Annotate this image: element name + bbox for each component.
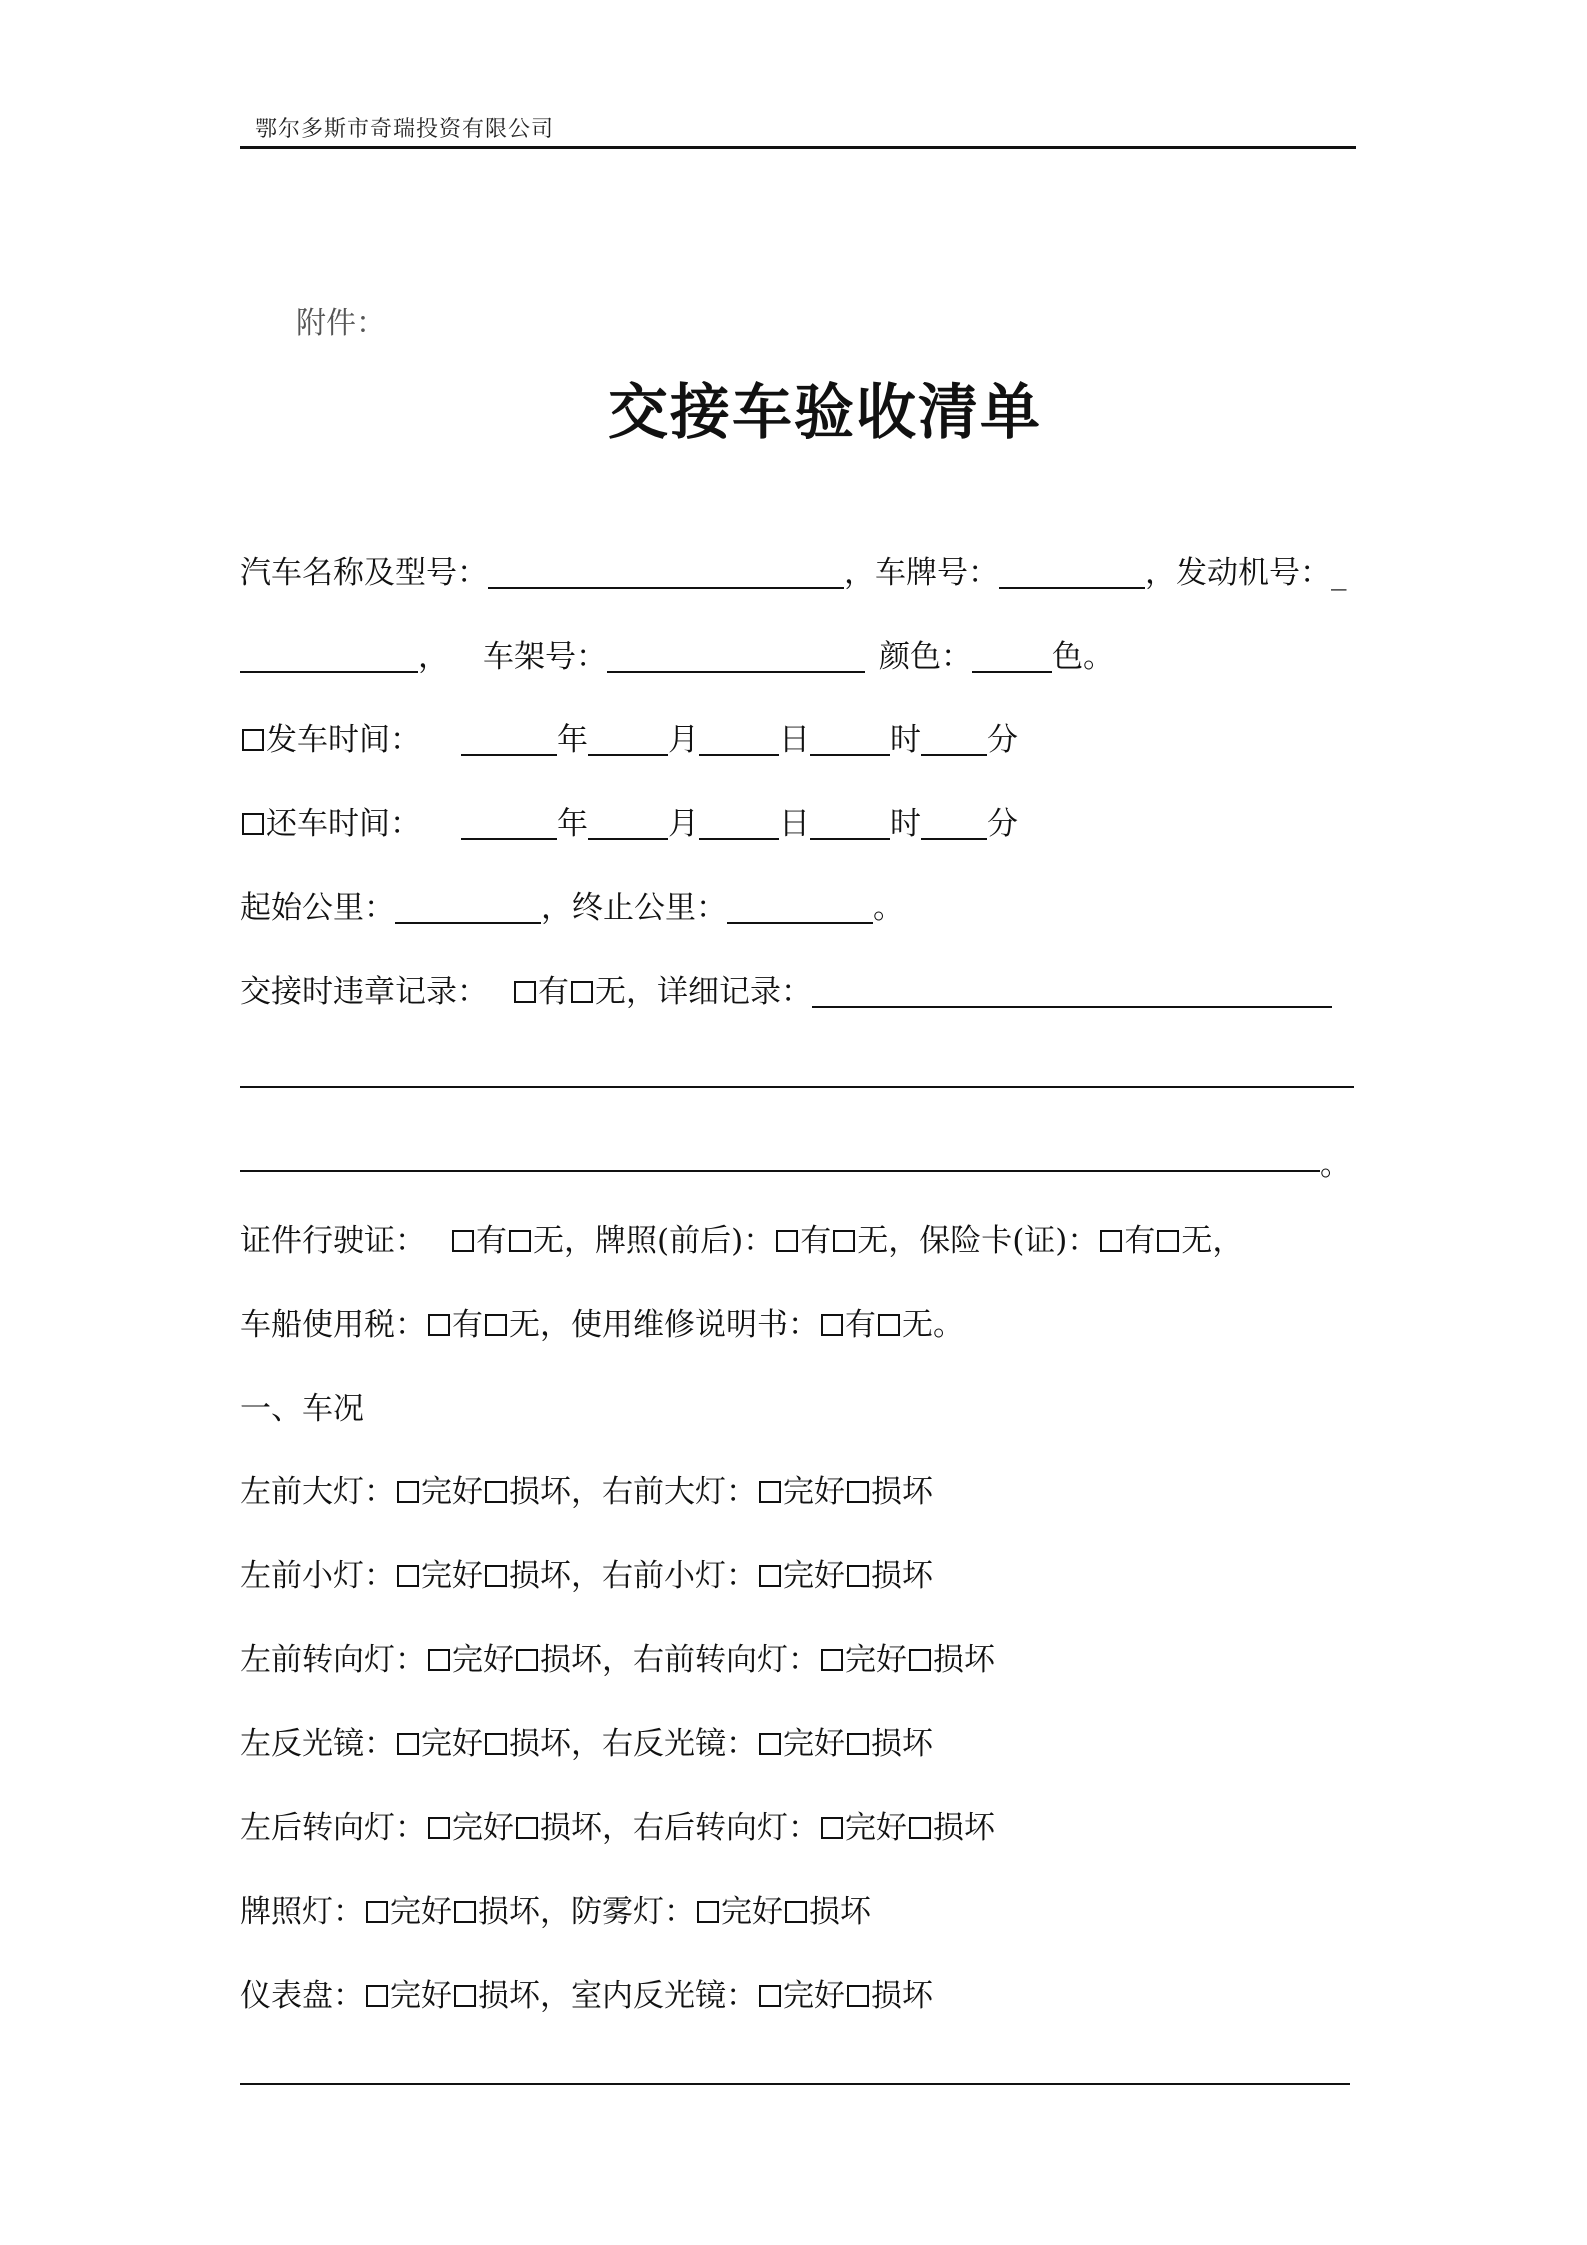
return-minute-field[interactable] — [921, 804, 987, 840]
manual-no-checkbox[interactable] — [878, 1314, 900, 1336]
hour-label: 时 — [890, 806, 921, 842]
month-label: 月 — [668, 722, 699, 758]
year-label: 年 — [557, 722, 588, 758]
plate-label: ，车牌号： — [844, 555, 999, 591]
departure-hour-field[interactable] — [810, 720, 890, 756]
broken-label: 损坏 — [809, 1894, 871, 1930]
right-good-checkbox[interactable] — [821, 1649, 843, 1671]
end-mileage-label: ，终止公里： — [541, 890, 727, 926]
departure-day-field[interactable] — [699, 720, 779, 756]
right-good-checkbox[interactable] — [759, 1481, 781, 1503]
left-good-checkbox[interactable] — [397, 1481, 419, 1503]
footer-rule — [240, 2083, 1350, 2085]
departure-minute-field[interactable] — [921, 720, 987, 756]
documents-row-2 — [240, 1300, 964, 1350]
condition-left-label: 左前转向灯： — [240, 1642, 426, 1678]
engine-label: ，发动机号： — [1145, 555, 1331, 591]
plate-field[interactable] — [999, 553, 1145, 589]
condition-left-label: 牌照灯： — [240, 1894, 364, 1930]
right-good-checkbox[interactable] — [697, 1901, 719, 1923]
right-broken-checkbox[interactable] — [847, 1481, 869, 1503]
color-suffix: 色。 — [1052, 639, 1114, 675]
no-label: 无。 — [902, 1307, 964, 1343]
yes-label: 有 — [800, 1223, 832, 1259]
tax-no-checkbox[interactable] — [485, 1314, 507, 1336]
good-label: 完好 — [783, 1474, 845, 1510]
condition-right-label: ，右前转向灯： — [602, 1642, 819, 1678]
return-hour-field[interactable] — [810, 804, 890, 840]
right-broken-checkbox[interactable] — [847, 1733, 869, 1755]
condition-left-label: 左反光镜： — [240, 1726, 395, 1762]
condition-right-label: ，右前大灯： — [571, 1474, 757, 1510]
broken-label: 损坏 — [540, 1810, 602, 1846]
vehicle-row — [240, 548, 1347, 598]
yes-label: 有 — [476, 1223, 507, 1259]
manual-label: 使用维修说明书： — [571, 1307, 819, 1343]
license-label: 证件行驶证： — [240, 1223, 426, 1259]
right-broken-checkbox[interactable] — [909, 1649, 931, 1671]
condition-row — [240, 1551, 933, 1601]
minute-label: 分 — [987, 722, 1018, 758]
condition-left-label: 仪表盘： — [240, 1978, 364, 2014]
broken-label: 损坏 — [871, 1558, 933, 1594]
violation-row — [240, 967, 1332, 1017]
frame-label: 车架号： — [483, 639, 607, 675]
return-checkbox[interactable] — [242, 813, 264, 835]
condition-right-label: ，右后转向灯： — [602, 1810, 819, 1846]
good-label: 完好 — [421, 1726, 483, 1762]
insurance-no-checkbox[interactable] — [1157, 1230, 1179, 1252]
return-day-field[interactable] — [699, 804, 779, 840]
good-label: 完好 — [452, 1642, 514, 1678]
tax-yes-checkbox[interactable] — [428, 1314, 450, 1336]
good-label: 完好 — [845, 1810, 907, 1846]
condition-row — [240, 1971, 933, 2021]
broken-label: 损坏 — [509, 1726, 571, 1762]
frame-field[interactable] — [607, 637, 865, 673]
good-label: 完好 — [845, 1642, 907, 1678]
departure-label: 发车时间： — [266, 722, 421, 758]
day-label: 日 — [779, 806, 810, 842]
condition-row — [240, 1803, 995, 1853]
left-broken-checkbox[interactable] — [485, 1565, 507, 1587]
violation-detail-field[interactable] — [812, 972, 1332, 1008]
end-mileage-field[interactable] — [727, 888, 873, 924]
engine-tail: _ — [1331, 555, 1347, 591]
company-header: 鄂尔多斯市奇瑞投资有限公司 — [255, 117, 555, 142]
good-label: 完好 — [452, 1810, 514, 1846]
insurance-yes-checkbox[interactable] — [1100, 1230, 1122, 1252]
return-row — [240, 799, 1018, 849]
left-broken-checkbox[interactable] — [454, 1985, 476, 2007]
broken-label: 损坏 — [933, 1810, 995, 1846]
plate-docs-label: 牌照(前后)： — [595, 1223, 775, 1259]
vehicle-name-label: 汽车名称及型号： — [240, 555, 488, 591]
start-mileage-field[interactable] — [395, 888, 541, 924]
right-broken-checkbox[interactable] — [847, 1985, 869, 2007]
condition-left-label: 左前大灯： — [240, 1474, 395, 1510]
manual-yes-checkbox[interactable] — [821, 1314, 843, 1336]
separator: ， — [418, 639, 449, 675]
vehicle-row-2 — [240, 632, 1114, 682]
left-good-checkbox[interactable] — [397, 1733, 419, 1755]
right-good-checkbox[interactable] — [821, 1817, 843, 1839]
start-mileage-label: 起始公里： — [240, 890, 395, 926]
engine-field[interactable] — [240, 637, 418, 673]
yes-label: 有 — [1124, 1223, 1156, 1259]
year-label: 年 — [557, 806, 588, 842]
broken-label: 损坏 — [478, 1978, 540, 2014]
right-broken-checkbox[interactable] — [909, 1817, 931, 1839]
no-label: 无， — [1181, 1223, 1244, 1259]
condition-right-label: ，右反光镜： — [571, 1726, 757, 1762]
good-label: 完好 — [783, 1978, 845, 2014]
broken-label: 损坏 — [871, 1474, 933, 1510]
condition-row — [240, 1635, 995, 1685]
section-heading: 一、车况 — [240, 1391, 364, 1427]
plate-no-checkbox[interactable] — [833, 1230, 855, 1252]
left-broken-checkbox[interactable] — [516, 1817, 538, 1839]
broken-label: 损坏 — [933, 1642, 995, 1678]
condition-right-label: ，防雾灯： — [540, 1894, 695, 1930]
no-label: 无， — [509, 1307, 571, 1343]
hour-label: 时 — [890, 722, 921, 758]
condition-row — [240, 1887, 871, 1937]
broken-label: 损坏 — [871, 1726, 933, 1762]
no-label: 无， — [857, 1223, 920, 1259]
condition-row — [240, 1467, 933, 1517]
condition-right-label: ，右前小灯： — [571, 1558, 757, 1594]
violation-detail-line-2[interactable] — [240, 1086, 1354, 1088]
left-good-checkbox[interactable] — [397, 1565, 419, 1587]
left-broken-checkbox[interactable] — [485, 1733, 507, 1755]
violation-yes-label: 有 — [538, 974, 569, 1010]
day-label: 日 — [779, 722, 810, 758]
yes-label: 有 — [452, 1307, 483, 1343]
left-good-checkbox[interactable] — [428, 1817, 450, 1839]
broken-label: 损坏 — [509, 1558, 571, 1594]
color-label: 颜色： — [879, 639, 972, 675]
violation-detail-line-3[interactable] — [240, 1170, 1320, 1172]
right-good-checkbox[interactable] — [759, 1733, 781, 1755]
insurance-label: 保险卡(证)： — [919, 1223, 1099, 1259]
departure-row — [240, 715, 1018, 765]
end-mileage-suffix: 。 — [873, 890, 904, 926]
mileage-row — [240, 883, 904, 933]
license-yes-checkbox[interactable] — [452, 1230, 474, 1252]
vehicle-name-field[interactable] — [488, 553, 844, 589]
return-label: 还车时间： — [266, 806, 421, 842]
documents-row — [240, 1216, 1243, 1266]
condition-row — [240, 1719, 933, 1769]
departure-checkbox[interactable] — [242, 729, 264, 751]
return-month-field[interactable] — [588, 804, 668, 840]
month-label: 月 — [668, 806, 699, 842]
header-rule — [240, 146, 1356, 149]
left-broken-checkbox[interactable] — [485, 1481, 507, 1503]
right-broken-checkbox[interactable] — [785, 1901, 807, 1923]
condition-left-label: 左后转向灯： — [240, 1810, 426, 1846]
left-good-checkbox[interactable] — [366, 1985, 388, 2007]
right-good-checkbox[interactable] — [759, 1985, 781, 2007]
departure-year-field[interactable] — [461, 720, 557, 756]
good-label: 完好 — [783, 1726, 845, 1762]
departure-month-field[interactable] — [588, 720, 668, 756]
good-label: 完好 — [421, 1474, 483, 1510]
violation-label: 交接时违章记录： — [240, 974, 488, 1010]
good-label: 完好 — [390, 1978, 452, 2014]
good-label: 完好 — [783, 1558, 845, 1594]
return-year-field[interactable] — [461, 804, 557, 840]
broken-label: 损坏 — [478, 1894, 540, 1930]
left-broken-checkbox[interactable] — [454, 1901, 476, 1923]
page-title: 交接车验收清单 — [608, 378, 1042, 448]
good-label: 完好 — [421, 1558, 483, 1594]
license-no-checkbox[interactable] — [509, 1230, 531, 1252]
no-label: 无， — [533, 1223, 595, 1259]
violation-no-checkbox[interactable] — [571, 981, 593, 1003]
violation-yes-checkbox[interactable] — [514, 981, 536, 1003]
plate-yes-checkbox[interactable] — [776, 1230, 798, 1252]
violation-no-label: 无，详细记录： — [595, 974, 812, 1010]
violation-end-mark: 。 — [1320, 1147, 1351, 1183]
good-label: 完好 — [721, 1894, 783, 1930]
tax-label: 车船使用税： — [240, 1307, 426, 1343]
attachment-label: 附件： — [296, 306, 386, 341]
condition-left-label: 左前小灯： — [240, 1558, 395, 1594]
minute-label: 分 — [987, 806, 1018, 842]
good-label: 完好 — [390, 1894, 452, 1930]
right-broken-checkbox[interactable] — [847, 1565, 869, 1587]
yes-label: 有 — [845, 1307, 876, 1343]
color-field[interactable] — [972, 637, 1052, 673]
condition-right-label: ，室内反光镜： — [540, 1978, 757, 2014]
broken-label: 损坏 — [540, 1642, 602, 1678]
left-good-checkbox[interactable] — [428, 1649, 450, 1671]
broken-label: 损坏 — [871, 1978, 933, 2014]
broken-label: 损坏 — [509, 1474, 571, 1510]
left-broken-checkbox[interactable] — [516, 1649, 538, 1671]
right-good-checkbox[interactable] — [759, 1565, 781, 1587]
left-good-checkbox[interactable] — [366, 1901, 388, 1923]
